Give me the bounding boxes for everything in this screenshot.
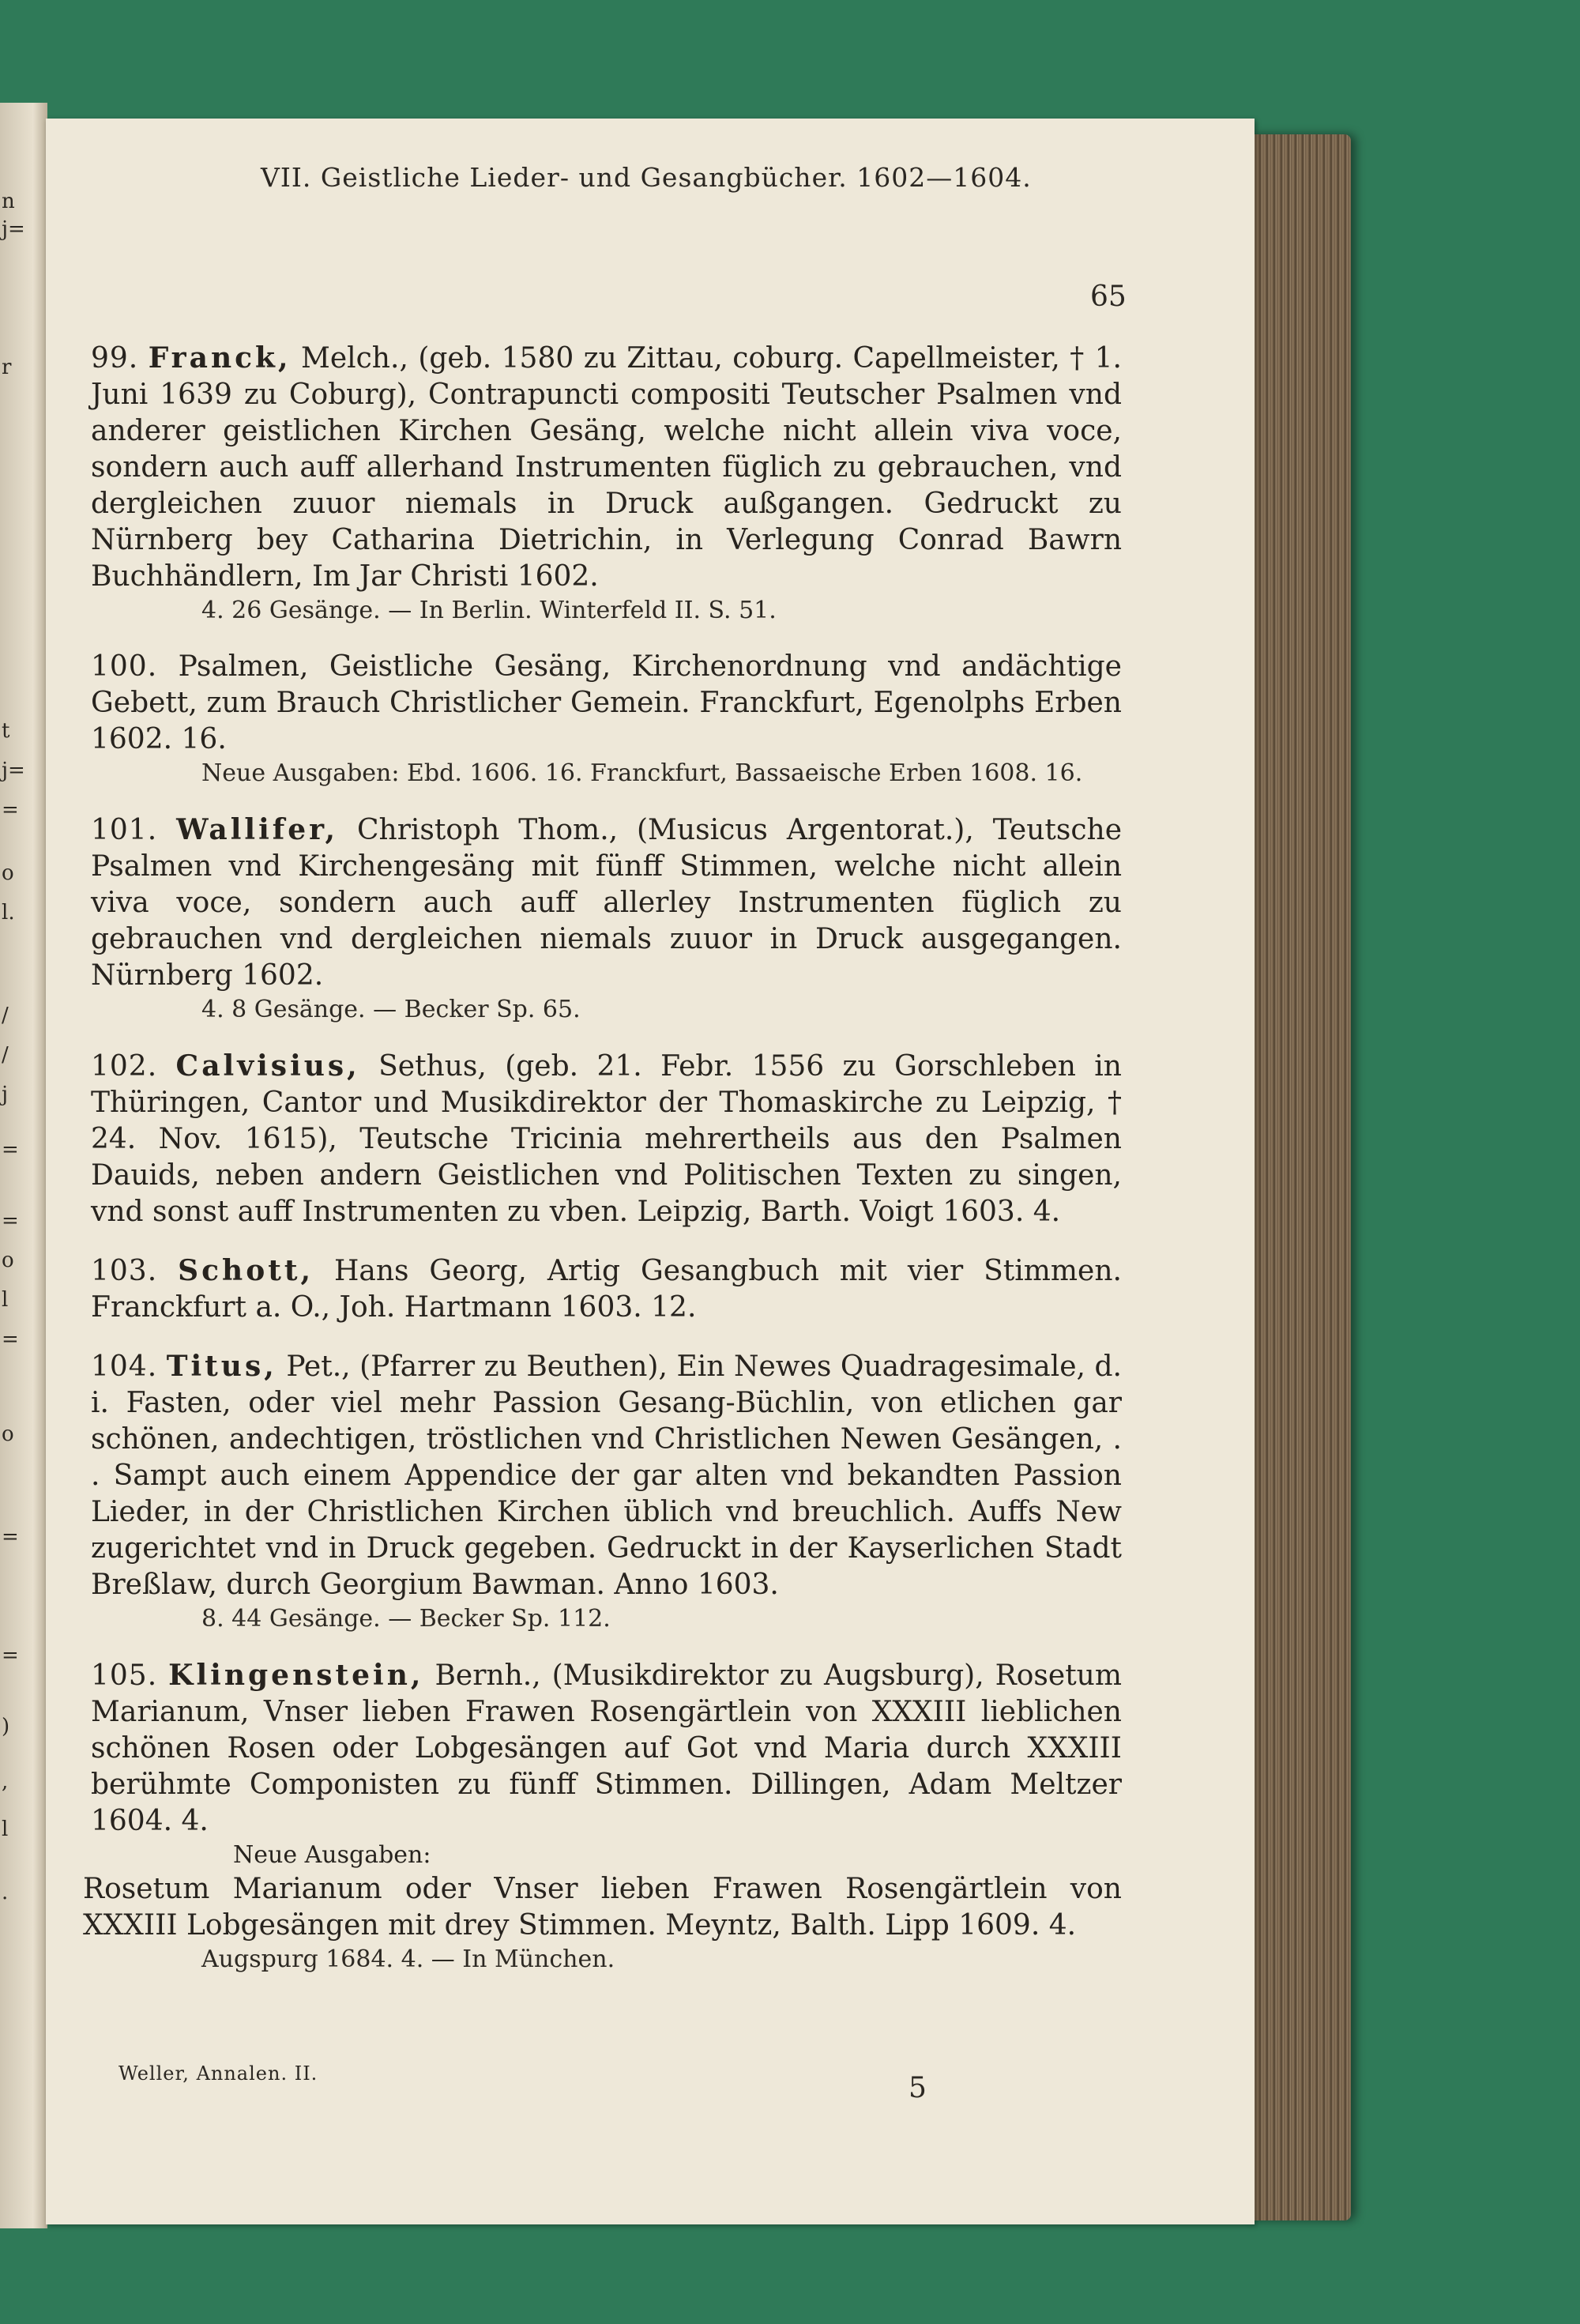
- entry-author: Wallifer,: [176, 813, 339, 846]
- entry-author: Franck,: [148, 341, 292, 375]
- margin-fragment: /: [2, 1004, 9, 1027]
- entry-note: Neue Ausgaben: Ebd. 1606. 16. Franckfurt, Bassaeische Erben 1608. 16.: [201, 759, 1083, 787]
- margin-fragment: =: [2, 1328, 19, 1351]
- new-edition-text: Rosetum Marianum oder Vnser lieben Frawen Rosengärtlein von XXXIII Lobgesängen mit drey Stimmen. Meyntz, Balth. Lipp 1609. 4.: [83, 1873, 1122, 1942]
- entry-author: Calvisius,: [175, 1049, 360, 1083]
- new-editions-heading: Neue Ausgaben:: [233, 1841, 431, 1869]
- entry-author: Schott,: [178, 1254, 314, 1287]
- margin-fragment: o: [2, 1422, 14, 1446]
- page-footer: [118, 2062, 1122, 2104]
- entry-note: Augspurg 1684. 4. — In München.: [201, 1945, 615, 1973]
- margin-fragment: j: [2, 1083, 9, 1106]
- margin-fragment: o: [2, 861, 14, 885]
- margin-fragment: l: [2, 1288, 9, 1312]
- margin-fragment: =: [2, 798, 19, 822]
- signature-mark: Weller, Annalen. II.: [118, 2062, 318, 2085]
- entry-text: Sethus, (geb. 21. Febr. 1556 zu Gorschleben in Thüringen, Cantor und Musikdirektor der Thomaskirche zu Leipzig, † 24. Nov. 1615), Teutsche Tricinia mehrertheils aus den Psalmen Dauids, neben andern Geistlichen vnd Politischen Texten zu singen, vnd sonst auff Instrumenten zu vben. Leipzig, Barth. Voigt 1603. 4.: [91, 1050, 1122, 1228]
- margin-fragment: ,: [2, 1770, 9, 1794]
- page-body: [83, 340, 1123, 1998]
- entry-text: Psalmen, Geistliche Gesäng, Kirchenordnung vnd andächtige Gebett, zum Brauch Christlicher Gemein. Franckfurt, Egenolphs Erben 1602. 16.: [91, 650, 1122, 755]
- bibliography-entry-103: [91, 1252, 1122, 1326]
- bibliography-entry-102: [91, 1048, 1122, 1230]
- entry-text: Hans Georg, Artig Gesangbuch mit vier Stimmen. Franckfurt a. O., Joh. Hartmann 1603. 12.: [91, 1255, 1122, 1324]
- entry-text: Bernh., (Musikdirektor zu Augsburg), Rosetum Marianum, Vnser lieben Frawen Rosengärtlein von XXXIII lieblichen schönen Rosen oder Lobgesängen auf Got vnd Maria durch XXXIII berühmte Componisten zu fünff Stimmen. Dillingen, Adam Meltzer 1604. 4.: [91, 1659, 1122, 1837]
- bibliography-entry-99: [91, 340, 1122, 627]
- entry-note: 8. 44 Gesänge. — Becker Sp. 112.: [201, 1605, 611, 1633]
- margin-fragment: l: [2, 1817, 9, 1841]
- margin-fragment: j=: [2, 759, 25, 782]
- entry-number: 101.: [91, 814, 158, 846]
- entry-note: 4. 26 Gesänge. — In Berlin. Winterfeld II. S. 51.: [201, 597, 777, 624]
- margin-fragment: =: [2, 1525, 19, 1549]
- margin-fragment: =: [2, 1138, 19, 1162]
- bibliography-entry-105: [83, 1657, 1122, 1976]
- gathering-number: 5: [908, 2072, 927, 2104]
- margin-fragment: =: [2, 1209, 19, 1233]
- entry-text: Christoph Thom., (Musicus Argentorat.), Teutsche Psalmen vnd Kirchengesäng mit fünff Stimmen, welche nicht allein viva voce, sondern auch auff allerley Instrumenten füglich zu gebrauchen vnd dergleichen niemals zuuor in Druck ausgegangen. Nürnberg 1602.: [91, 814, 1123, 992]
- page-number: 65: [1090, 281, 1127, 313]
- margin-fragment: o: [2, 1249, 14, 1272]
- entry-number: 103.: [91, 1255, 158, 1287]
- entry-number: 105.: [91, 1659, 158, 1692]
- margin-fragment: /: [2, 1043, 9, 1067]
- entry-author: Titus,: [166, 1350, 277, 1383]
- margin-fragment: r: [2, 356, 12, 379]
- margin-fragment: =: [2, 1644, 19, 1667]
- margin-fragment: l.: [2, 901, 15, 925]
- entry-note: 4. 8 Gesänge. — Becker Sp. 65.: [201, 996, 581, 1023]
- bibliography-entry-100: [91, 649, 1122, 789]
- entry-number: 104.: [91, 1350, 158, 1383]
- entry-number: 102.: [91, 1050, 158, 1083]
- bibliography-entry-101: [91, 812, 1122, 1026]
- entry-text: Melch., (geb. 1580 zu Zittau, coburg. Capellmeister, † 1. Juni 1639 zu Coburg), Contrapuncti compositi Teutscher Psalmen vnd anderer geistlichen Kirchen Gesäng, welche nicht allein viva voce, sondern auch auff allerhand Instrumenten füglich zu gebrauchen, vnd dergleichen zuuor niemals in Druck außgangen. Gedruckt zu Nürnberg bey Catharina Dietrichin, in Verlegung Conrad Bawrn Buchhändlern, Im Jar Christi 1602.: [91, 342, 1123, 593]
- margin-fragment: n: [2, 190, 15, 213]
- running-header: VII. Geistliche Lieder- und Gesangbücher. 1602—1604.: [261, 162, 1032, 193]
- left-facing-page: [0, 103, 47, 2228]
- entry-number: 100.: [91, 650, 158, 683]
- margin-fragment: ): [2, 1715, 10, 1738]
- margin-fragment: j=: [2, 217, 25, 241]
- entry-text: Pet., (Pfarrer zu Beuthen), Ein Newes Quadragesimale, d. i. Fasten, oder viel mehr Passion Gesang-Büchlin, von etlichen gar schönen, andechtigen, tröstlichen vnd Christlichen Newen Gesängen, . . Sampt auch einem Appendice der gar alten vnd bekandten Passion Lieder, in der Christlichen Kirchen üblich vnd breuchlich. Auffs New zugerichtet vnd in Druck gegeben. Gedruckt in der Kayserlichen Stadt Breßlaw, durch Georgium Bawman. Anno 1603.: [91, 1350, 1122, 1601]
- book-page-edges: [1248, 134, 1351, 2220]
- entry-author: Klingenstein,: [168, 1659, 424, 1692]
- bibliography-entry-104: [91, 1348, 1122, 1635]
- entry-number: 99.: [91, 342, 139, 375]
- margin-fragment: t: [2, 719, 10, 743]
- margin-fragment: .: [2, 1881, 9, 1904]
